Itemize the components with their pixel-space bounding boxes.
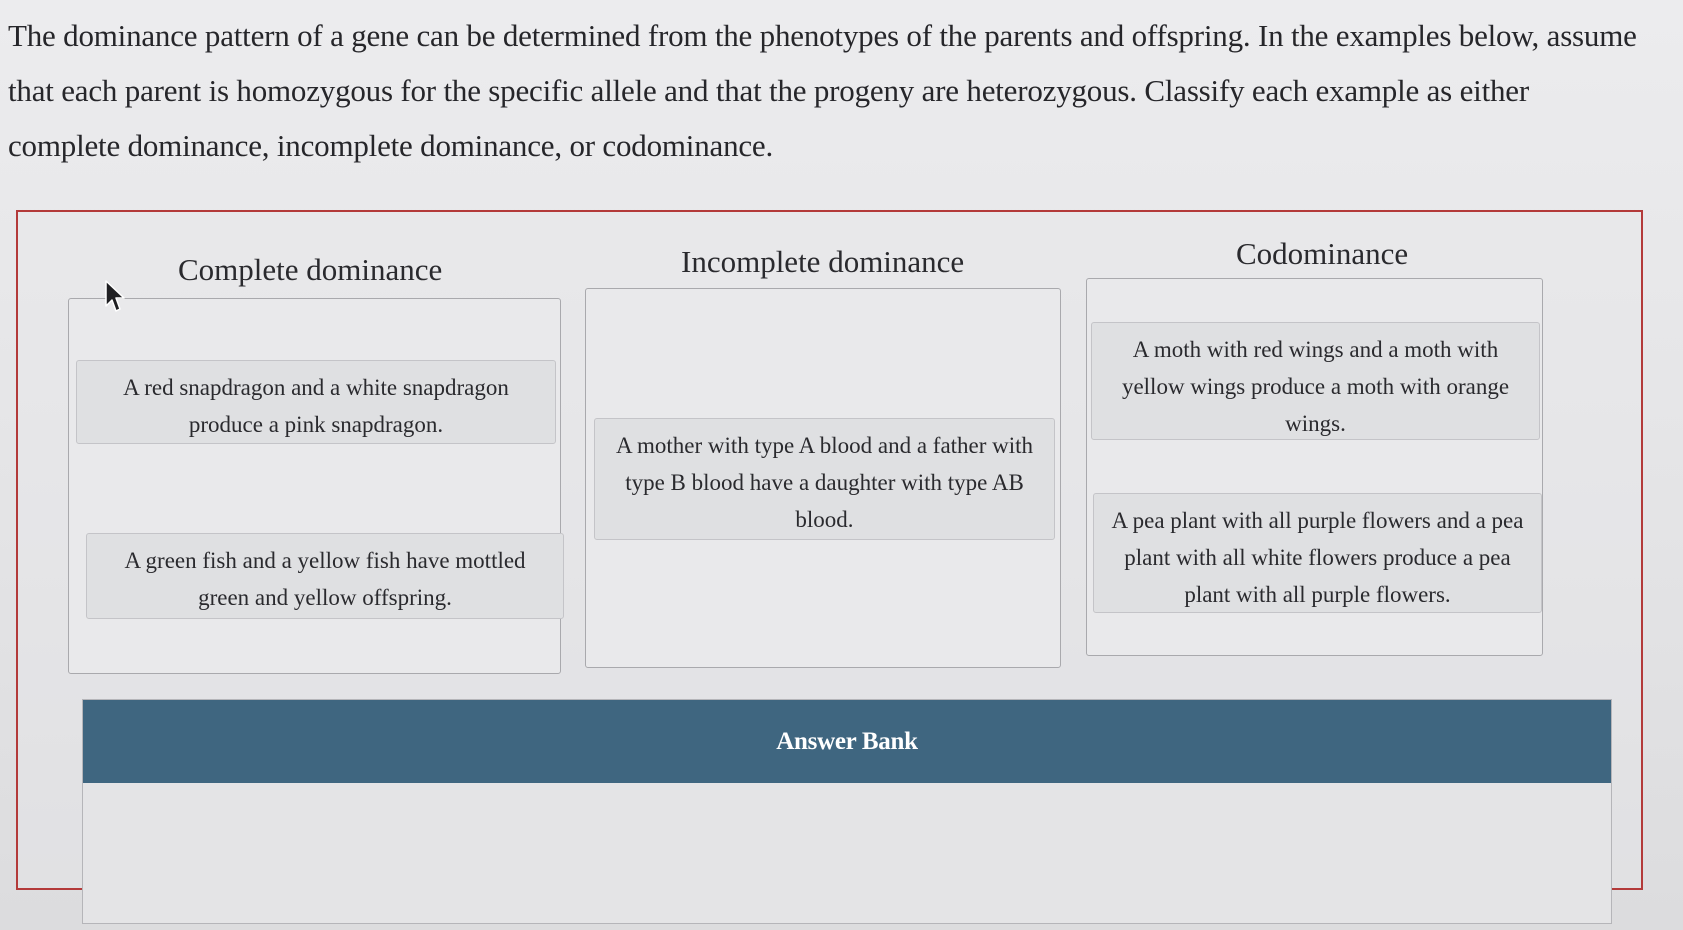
category-title-codominance: Codominance <box>1236 236 1409 271</box>
answer-card-snapdragon[interactable] <box>76 360 556 444</box>
answer-card-text: A pea plant with all purple flowers and a pea plant with all white flowers produce a pea plant with all purple flowers. <box>1111 508 1524 607</box>
answer-card-text: A green fish and a yellow fish have mottled green and yellow offspring. <box>124 548 526 610</box>
category-title-complete-dominance: Complete dominance <box>178 252 443 287</box>
answer-card-text: A mother with type A blood and a father with type B blood have a daughter with type AB blood. <box>615 433 1034 532</box>
answer-card-pea-plant[interactable] <box>1093 493 1542 613</box>
answer-card-text: A red snapdragon and a white snapdragon produce a pink snapdragon. <box>123 375 509 437</box>
question-prompt: The dominance pattern of a gene can be determined from the phenotypes of the parents and offspring. In the examples below, assume that each parent is homozygous for the specific allele and that the progeny are heterozygous. Classify each example as either complete dominance, incomplete dominance, or codominance. <box>8 18 1637 163</box>
answer-bank-header <box>83 700 1611 783</box>
answer-card-blood-type[interactable] <box>594 418 1055 540</box>
category-title-incomplete-dominance: Incomplete dominance <box>681 244 965 279</box>
answer-card-text: A moth with red wings and a moth with yellow wings produce a moth with orange wings. <box>1121 337 1510 436</box>
answer-card-moth[interactable] <box>1091 322 1540 440</box>
arrow-cursor-icon <box>104 280 128 314</box>
answer-card-fish[interactable] <box>86 533 564 619</box>
answer-bank[interactable] <box>82 699 1612 924</box>
answer-bank-title: Answer Bank <box>776 727 918 755</box>
